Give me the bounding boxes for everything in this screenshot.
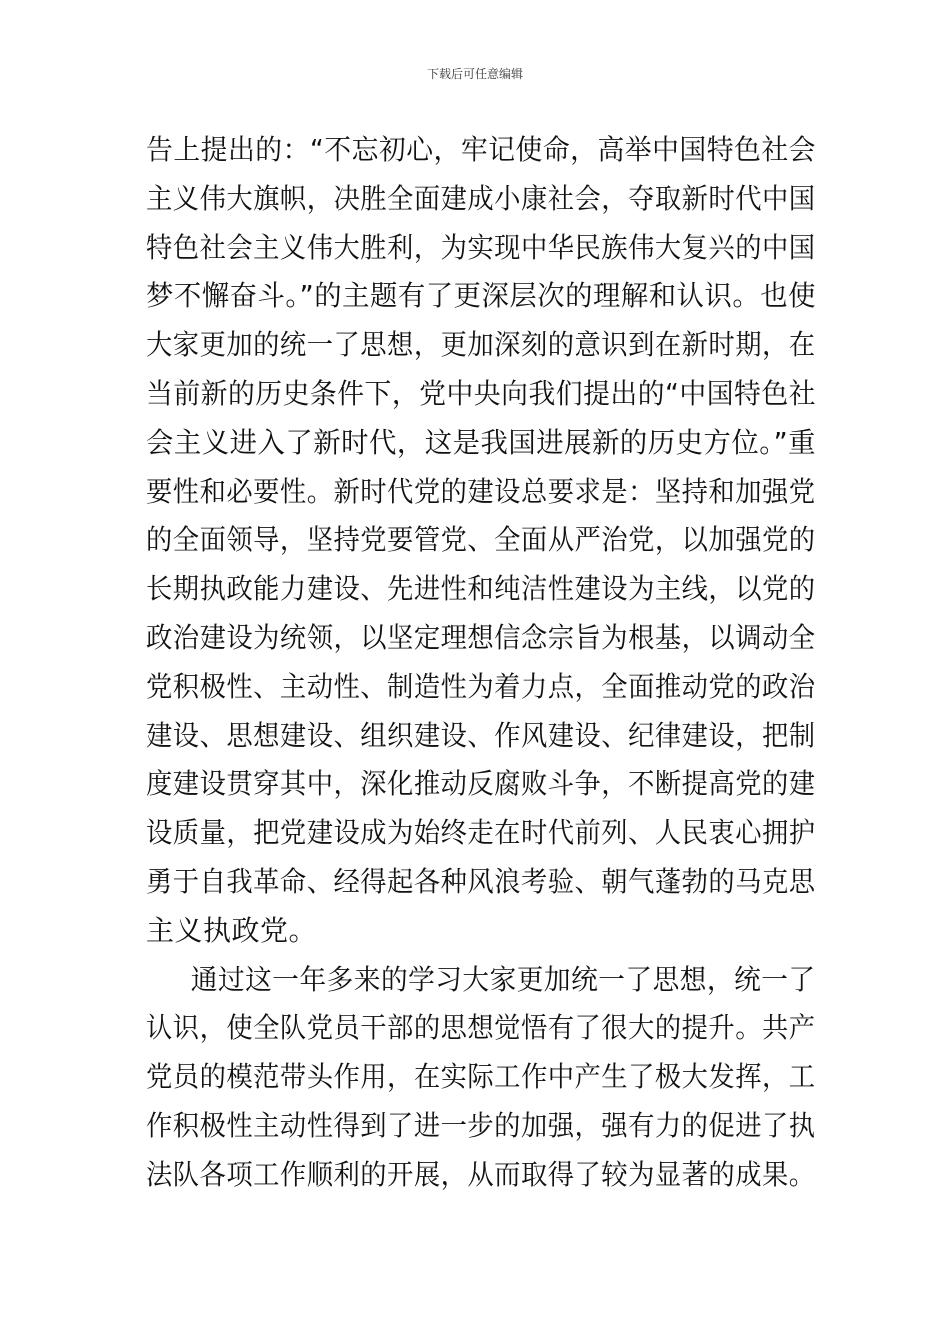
text-line: 特色社会主义伟大胜利，为实现中华民族伟大复兴的中国 [146,230,816,264]
text-line: 大家更加的统一了思想，更加深刻的意识到在新时期，在 [146,328,816,362]
text-line: 会主义进入了新时代，这是我国进展新的历史方位。”重 [146,425,817,459]
text-line: 政治建设为统领，以坚定理想信念宗旨为根基，以调动全 [146,620,816,654]
text-line: 建设、思想建设、组织建设、作风建设、纪律建设，把制 [146,718,816,752]
text-line: 长期执政能力建设、先进性和纯洁性建设为主线，以党的 [146,572,816,606]
text-line: 要性和必要性。新时代党的建设总要求是：坚持和加强党 [146,474,816,508]
text-line: 主义执政党。 [146,913,318,947]
text-line: 作积极性主动性得到了进一步的加强，强有力的促进了执 [146,1108,816,1142]
page-header: 下载后可任意编辑 [426,67,523,81]
text-line: 当前新的历史条件下，党中央向我们提出的“中国特色社 [146,376,817,410]
paragraph-1 [146,126,816,956]
document-body [146,126,816,1200]
text-line: 党积极性、主动性、制造性为着力点，全面推动党的政治 [146,669,816,703]
text-line: 度建设贯穿其中，深化推动反腐败斗争，不断提高党的建 [146,767,816,801]
text-line: 通过这一年多来的学习大家更加统一了思想，统一了 [190,962,816,996]
text-line: 勇于自我革命、经得起各种风浪考验、朝气蓬勃的马克思 [146,864,816,898]
text-line: 梦不懈奋斗。”的主题有了更深层次的理解和认识。也使 [146,279,817,313]
text-line: 法队各项工作顺利的开展，从而取得了较为显著的成果。 [146,1157,816,1191]
text-line: 告上提出的：“不忘初心，牢记使命，高举中国特色社会 [146,133,817,166]
text-line: 认识，使全队党员干部的思想觉悟有了很大的提升。共产 [146,1011,816,1045]
paragraph-2 [146,956,816,1200]
text-line: 党员的模范带头作用，在实际工作中产生了极大发挥，工 [146,1060,816,1094]
text-line: 设质量，把党建设成为始终走在时代前列、人民衷心拥护 [146,816,816,850]
text-line: 主义伟大旗帜，决胜全面建成小康社会，夺取新时代中国 [146,181,816,215]
text-line: 的全面领导，坚持党要管党、全面从严治党，以加强党的 [146,523,816,557]
